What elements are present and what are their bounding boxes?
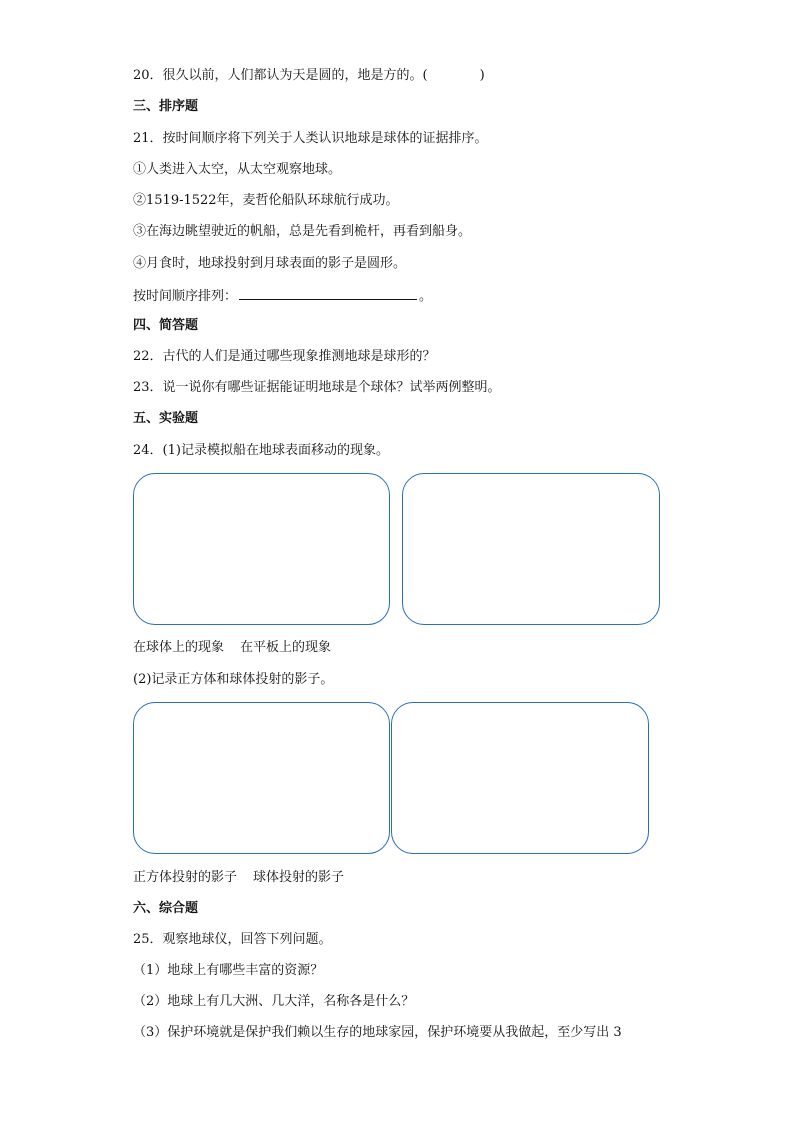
label-flat-observation: 在平板上的现象 — [240, 640, 332, 655]
question-25-sub-1: （1）地球上有哪些丰富的资源？ — [133, 963, 324, 978]
sphere-observation-box[interactable] — [133, 473, 390, 625]
question-24-part-1: 24．(1)记录模拟船在地球表面移动的现象。 — [133, 443, 389, 458]
label-cube-shadow: 正方体投射的影子 — [133, 870, 238, 885]
close-paren: ) — [479, 68, 485, 83]
answer-blank[interactable] — [239, 287, 417, 300]
question-23: 23．说一说你有哪些证据能证明地球是个球体？试举两例整明。 — [133, 380, 501, 395]
question-22: 22．古代的人们是通过哪些现象推测地球是球形的？ — [133, 349, 436, 364]
observation-labels — [133, 640, 331, 656]
question-21-option-4: ④月食时，地球投射到月球表面的影子是圆形。 — [133, 256, 407, 271]
flat-observation-box[interactable] — [402, 473, 660, 625]
label-sphere-observation: 在球体上的现象 — [133, 640, 225, 655]
section-heading-ordering: 三、排序题 — [133, 99, 199, 114]
answer-prefix: 按时间顺序排列： — [133, 289, 238, 304]
question-21-answer-line — [133, 287, 432, 303]
label-sphere-shadow: 球体投射的影子 — [253, 870, 345, 885]
question-21-stem: 21．按时间顺序将下列关于人类认识地球是球体的证据排序。 — [133, 131, 488, 146]
question-21-option-1: ①人类进入太空，从太空观察地球。 — [133, 162, 342, 177]
answer-suffix: 。 — [419, 289, 433, 304]
cube-shadow-box[interactable] — [133, 702, 390, 854]
section-heading-short-answer: 四、简答题 — [133, 318, 199, 333]
question-20 — [133, 68, 485, 84]
shadow-labels — [133, 870, 344, 886]
question-21-option-3: ③在海边眺望驶近的帆船，总是先看到桅杆，再看到船身。 — [133, 224, 472, 239]
sphere-shadow-box[interactable] — [391, 702, 649, 854]
question-24-part-2: (2)记录正方体和球体投射的影子。 — [133, 672, 334, 687]
question-21-option-2: ②1519-1522年，麦哲伦船队环球航行成功。 — [133, 193, 399, 208]
question-25-sub-3: （3）保护环境就是保护我们赖以生存的地球家园，保护环境要从我做起，至少写出 3 — [133, 1025, 622, 1040]
question-25-sub-2: （2）地球上有几大洲、几大洋，名称各是什么？ — [133, 994, 415, 1009]
section-heading-experiment: 五、实验题 — [133, 411, 199, 426]
question-20-text: 20．很久以前，人们都认为天是圆的，地是方的。( — [133, 68, 428, 83]
section-heading-comprehensive: 六、综合题 — [133, 901, 199, 916]
question-25-stem: 25．观察地球仪，回答下列问题。 — [133, 932, 332, 947]
